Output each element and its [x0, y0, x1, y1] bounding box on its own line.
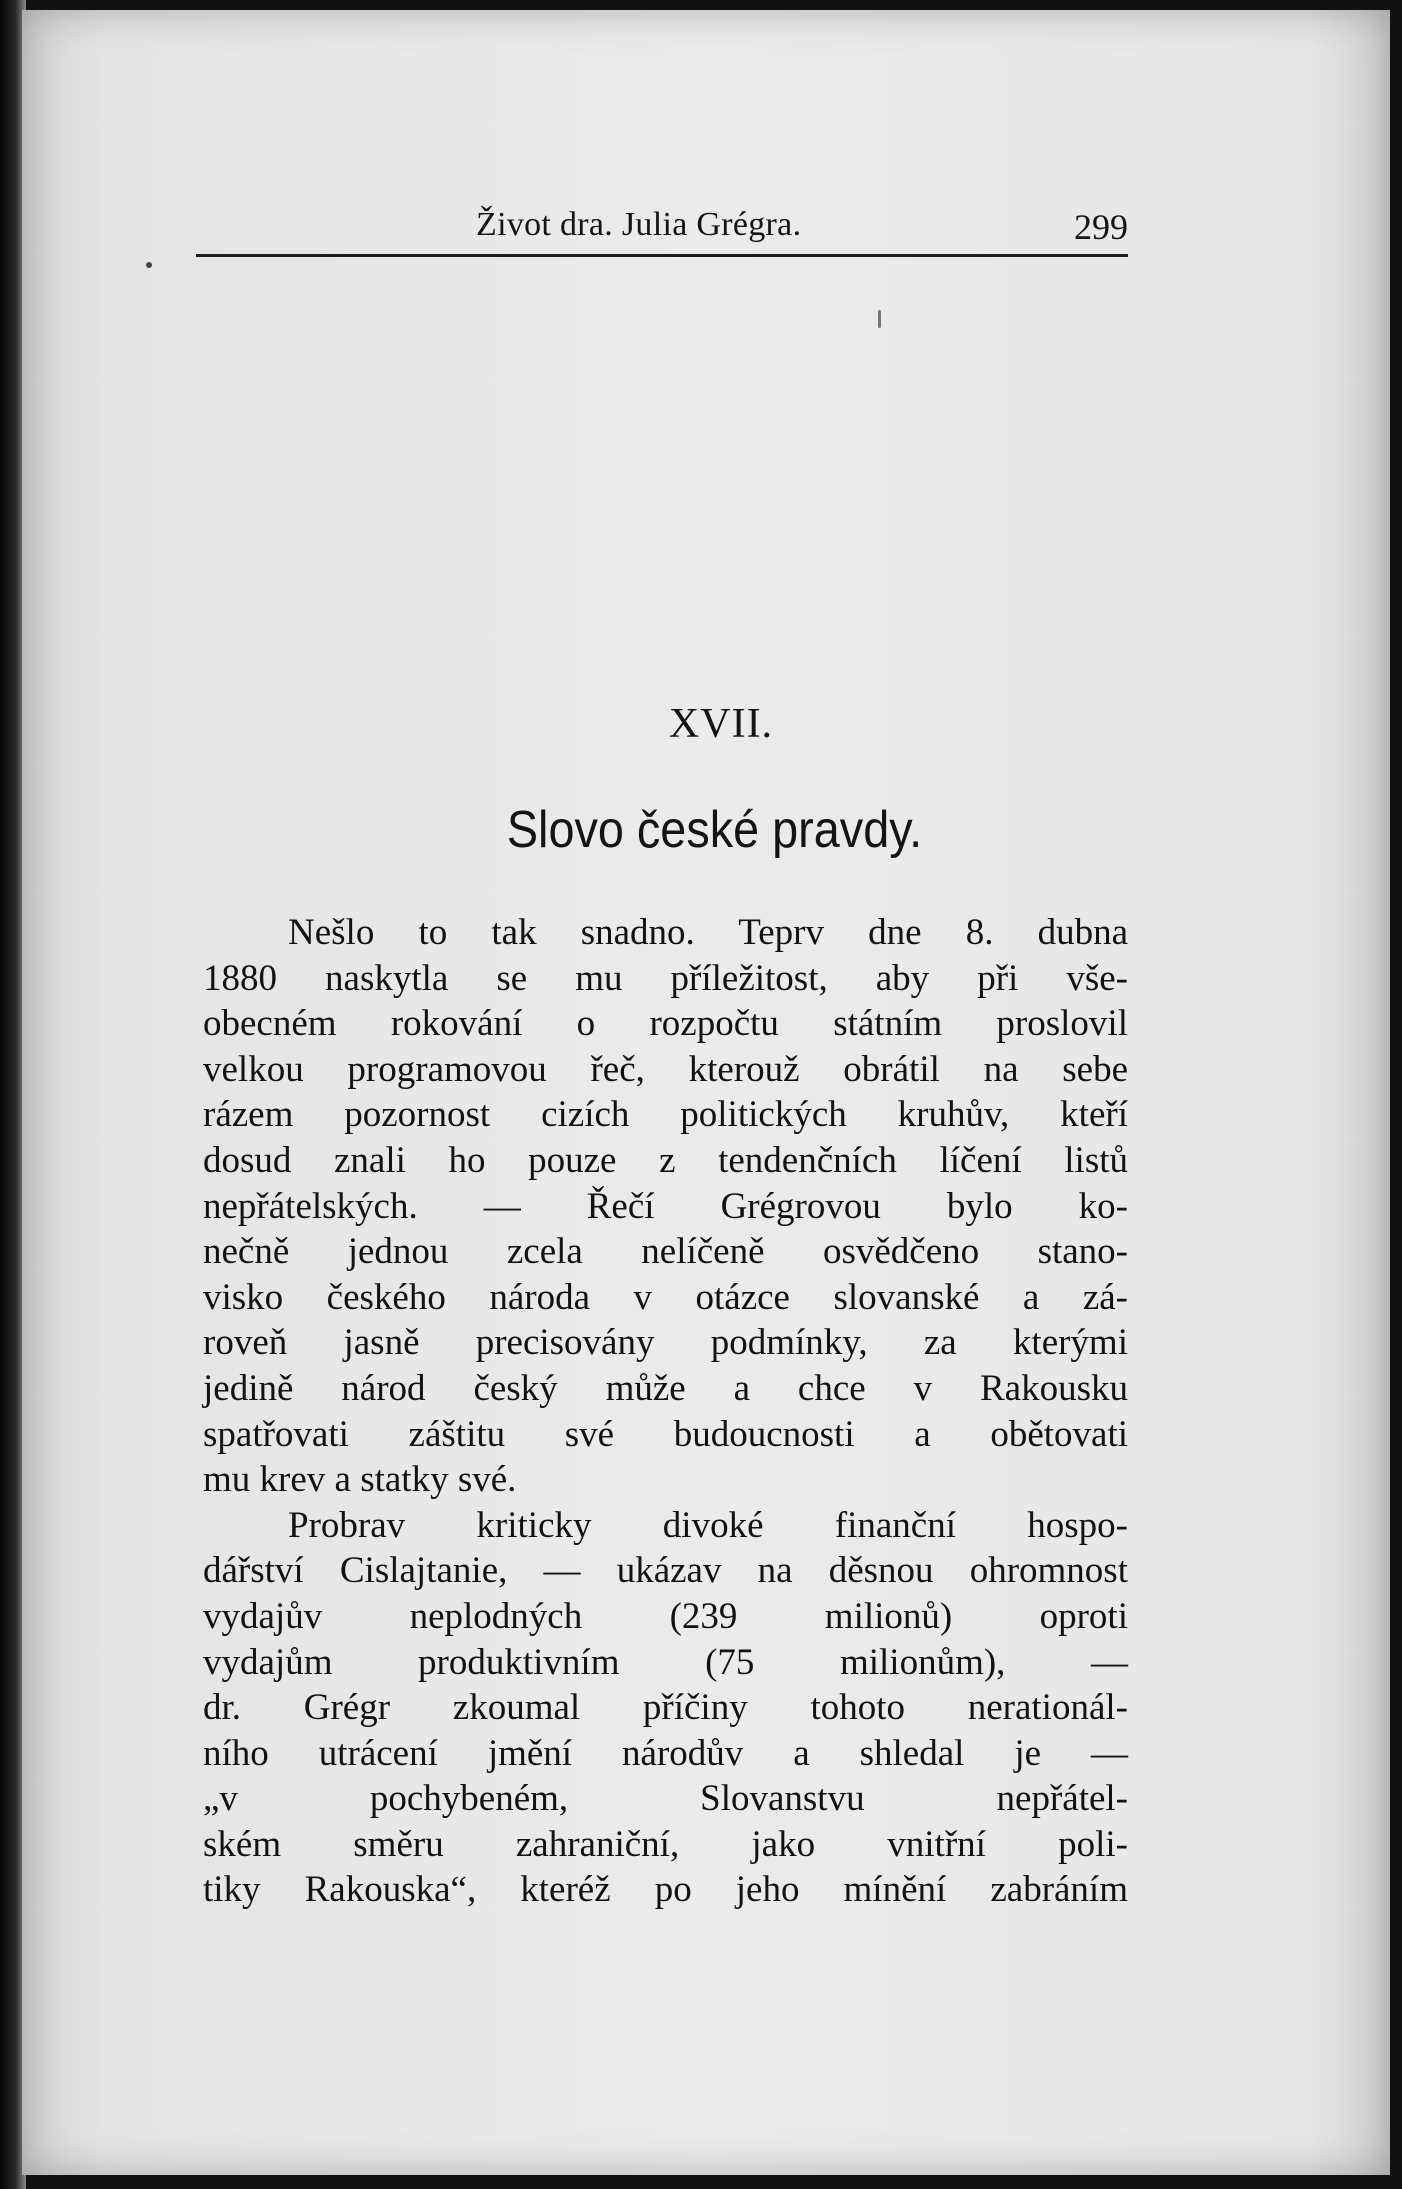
page-number: 299 — [1074, 207, 1128, 247]
chapter-title: Slovo české pravdy. — [506, 801, 923, 859]
text-line: „v pochybeném, Slovanstvu nepřátel- — [203, 1778, 1128, 1820]
text-line: nepřátelských. — Řečí Grégrovou bylo ko- — [203, 1185, 1128, 1227]
text-line: rázem pozornost cizích politických kruhův, kteří — [203, 1094, 1128, 1136]
text-line: dr. Grégr zkoumal příčiny tohoto nerationál- — [203, 1687, 1128, 1729]
text-line: vydajův neplodných (239 milionů) oproti — [203, 1595, 1128, 1637]
text-line: dářství Cislajtanie, — ukázav na děsnou ohromnost — [203, 1550, 1128, 1592]
text-line: jedině národ český může a chce v Rakousku — [203, 1367, 1128, 1409]
text-line: Nešlo to tak snadno. Teprv dne 8. dubna — [288, 912, 1128, 953]
text-line: roveň jasně precisovány podmínky, za kterými — [203, 1322, 1128, 1364]
running-title: Život dra. Julia Grégra. — [476, 206, 802, 243]
text-line: obecném rokování o rozpočtu státním proslovil — [203, 1003, 1128, 1045]
text-line: Probrav kriticky divoké finanční hospo- — [288, 1504, 1128, 1546]
body-text — [203, 910, 1128, 1913]
scan-speck — [878, 310, 881, 328]
text-line: dosud znali ho pouze z tendenčních líčení listů — [203, 1139, 1128, 1181]
text-line: ního utrácení jmění národův a shledal je — — [203, 1732, 1128, 1774]
text-line: ském směru zahraniční, jako vnitřní poli- — [203, 1823, 1128, 1865]
chapter-number: XVII. — [668, 701, 774, 747]
text-line: nečně jednou zcela nelíčeně osvědčeno stano- — [203, 1231, 1128, 1273]
scan-speck — [146, 262, 152, 268]
text-line: 1880 naskytla se mu příležitost, aby při vše- — [203, 957, 1128, 999]
text-line: spatřovati záštitu své budoucnosti a obětovati — [203, 1413, 1128, 1455]
text-line: vydajům produktivním (75 milionům), — — [203, 1641, 1128, 1683]
text-line: tiky Rakouska“, kteréž po jeho mínění zabráním — [203, 1869, 1128, 1911]
text-line: velkou programovou řeč, kterouž obrátil na sebe — [203, 1048, 1128, 1090]
text-line: visko českého národa v otázce slovanské a zá- — [203, 1276, 1128, 1318]
running-header — [196, 204, 1128, 257]
text-line: mu krev a statky své. — [203, 1459, 517, 1501]
